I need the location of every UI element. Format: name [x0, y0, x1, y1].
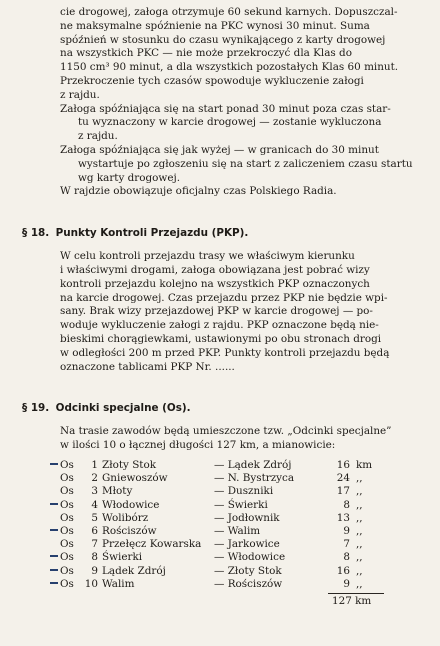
stage-length: 8	[343, 551, 350, 564]
section-18-line: oznaczone tablicami PKP Nr. ......	[60, 360, 235, 373]
pen-mark	[50, 472, 60, 485]
total-rule	[328, 593, 384, 594]
stage-length: 17	[336, 485, 350, 498]
late-start-line: tu wyznaczony w karcie drogowej — zostanie wykluczona	[78, 116, 382, 129]
section-19-title: Odcinki specjalne (Os).	[55, 402, 191, 415]
stage-number: 7	[91, 538, 98, 551]
section-19-intro-line: Na trasie zawodów będą umieszczone tzw. „Odcinki specjalne”	[60, 425, 392, 438]
stage-finish: — Świerki	[214, 498, 268, 511]
intro-line: z rajdu.	[60, 88, 100, 101]
stage-label: Os	[60, 564, 74, 577]
stage-unit: ,,	[356, 551, 363, 564]
pen-mark	[50, 512, 60, 525]
stage-label: Os	[60, 498, 74, 511]
stage-finish: — Jarkowice	[214, 538, 280, 551]
late-start-within-limit-line: wystartuje po zgłoszeniu się na start z zaliczeniem czasu startu	[78, 157, 413, 170]
pen-mark	[50, 499, 60, 512]
stage-length: 7	[343, 538, 350, 551]
stage-start: Gniewoszów	[102, 472, 168, 485]
stage-finish: — Lądek Zdrój	[214, 458, 292, 471]
stage-unit: ,,	[356, 485, 363, 498]
section-18-line: kontroli przejazdu kolejno na wszystkich PKP oznaczonych	[60, 277, 370, 290]
section-19-heading	[22, 402, 426, 415]
stage-unit: ,,	[356, 577, 363, 590]
section-19-intro	[22, 425, 426, 453]
stage-finish: — Złoty Stok	[214, 564, 282, 577]
stage-length: 9	[343, 577, 350, 590]
special-stage-row	[50, 472, 386, 485]
stage-start: Lądek Zdrój	[102, 564, 166, 577]
stage-length: 16	[336, 458, 350, 471]
stage-unit: km	[356, 458, 373, 471]
special-stage-row	[50, 578, 386, 591]
intro-line: cie drogowej, załoga otrzymuje 60 sekund karnych. Dopuszczal-	[60, 6, 398, 18]
stage-number: 3	[91, 485, 98, 498]
special-stage-row	[50, 551, 386, 564]
stage-label: Os	[60, 524, 74, 537]
stage-unit: ,,	[356, 498, 363, 511]
stage-finish: — Walim	[214, 524, 261, 537]
late-start-paragraph	[22, 103, 426, 144]
stage-label: Os	[60, 511, 74, 524]
stage-number: 8	[91, 551, 98, 564]
section-18-line: W celu kontroli przejazdu trasy we właściwym kierunku	[60, 250, 355, 263]
stage-number: 6	[91, 524, 98, 537]
stage-length: 16	[336, 564, 350, 577]
section-18-body	[22, 250, 426, 374]
intro-line: na wszystkich PKC — nie może przekroczyć dla Klas do	[60, 47, 352, 60]
stage-start: Przełęcz Kowarska	[102, 538, 202, 551]
stage-unit: ,,	[356, 564, 363, 577]
stage-unit: ,,	[356, 511, 363, 524]
late-start-line: Załoga spóźniająca się na start ponad 30 minut poza czas star-	[60, 102, 391, 115]
section-19-intro-line: w ilości 10 o łącznej długości 127 km, a mianowicie:	[60, 439, 336, 452]
late-start-within-limit-line: wg karty drogowej.	[78, 171, 181, 184]
stage-start: Świerki	[102, 551, 143, 564]
late-start-line: z rajdu.	[78, 130, 118, 143]
stage-number: 10	[84, 577, 98, 590]
section-18-number: § 18.	[22, 227, 50, 240]
pen-mark	[50, 459, 60, 472]
stage-number: 5	[91, 511, 98, 524]
section-19-number: § 19.	[22, 402, 50, 415]
stage-length: 9	[343, 524, 350, 537]
stage-start: Młoty	[102, 485, 133, 498]
section-18-line: w odległości 200 m przed PKP. Punkty kontroli przejazdu będą	[60, 346, 390, 359]
stage-length: 8	[343, 498, 350, 511]
stage-start: Włodowice	[102, 498, 160, 511]
pen-mark	[50, 485, 60, 498]
special-stage-row	[50, 499, 386, 512]
stage-label: Os	[60, 458, 74, 471]
pen-tick-icon	[50, 503, 58, 505]
late-start-within-limit-paragraph	[22, 144, 426, 185]
pen-tick-icon	[50, 529, 58, 531]
intro-line: Przekroczenie tych czasów spowoduje wykluczenie załogi	[60, 74, 364, 87]
stage-start: Walim	[102, 577, 135, 590]
special-stage-row	[50, 512, 386, 525]
special-stage-row	[50, 485, 386, 498]
stage-unit: ,,	[356, 524, 363, 537]
special-stages-table	[50, 459, 386, 591]
pen-mark	[50, 565, 60, 578]
stage-finish: — N. Bystrzyca	[214, 472, 295, 485]
stage-label: Os	[60, 485, 74, 498]
special-stage-row	[50, 525, 386, 538]
section-18-heading	[22, 227, 426, 240]
stage-finish: — Włodowice	[214, 551, 286, 564]
stage-label: Os	[60, 472, 74, 485]
stage-label: Os	[60, 577, 74, 590]
section-18-line: sany. Brak wizy przejazdowej PKP w karcie drogowej — po-	[60, 305, 373, 318]
intro-paragraph	[22, 6, 426, 103]
stage-unit: ,,	[356, 538, 363, 551]
stage-number: 4	[91, 498, 98, 511]
intro-line: spóźnień w stosunku do czasu wynikającego z karty drogowej	[60, 33, 386, 46]
pen-tick-icon	[50, 582, 58, 584]
stage-number: 2	[91, 472, 98, 485]
intro-line: ne maksymalne spóźnienie na PKC wynosi 30 minut. Suma	[60, 19, 370, 32]
stage-start: Złoty Stok	[102, 458, 157, 471]
pen-mark	[50, 551, 60, 564]
stage-label: Os	[60, 551, 74, 564]
stage-length: 13	[336, 511, 350, 524]
section-18-title: Punkty Kontroli Przejazdu (PKP).	[55, 227, 249, 240]
stage-finish: — Jodłownik	[214, 511, 280, 524]
official-time-line: W rajdzie obowiązuje oficjalny czas Polskiego Radia.	[60, 185, 337, 198]
pen-tick-icon	[50, 463, 58, 465]
special-stage-row	[50, 565, 386, 578]
intro-line: 1150 cm³ 90 minut, a dla wszystkich pozostałych Klas 60 minut.	[60, 61, 399, 74]
total-length: 127 km	[332, 594, 372, 607]
stage-length: 24	[336, 472, 350, 485]
stage-label: Os	[60, 538, 74, 551]
pen-mark	[50, 578, 60, 591]
official-time-paragraph	[22, 185, 426, 199]
pen-mark	[50, 525, 60, 538]
section-18-line: i właściwymi drogami, załoga obowiązana jest pobrać wizy	[60, 263, 370, 276]
stage-unit: ,,	[356, 472, 363, 485]
stage-finish: — Rościszów	[214, 577, 283, 590]
special-stage-row	[50, 459, 386, 472]
pen-mark	[50, 538, 60, 551]
section-18-line: na karcie drogowej. Czas przejazdu przez PKP nie będzie wpi-	[60, 291, 388, 304]
section-18-line: woduje wykluczenie załogi z rajdu. PKP oznaczone będą nie-	[60, 319, 379, 332]
late-start-within-limit-line: Załoga spóźniająca się jak wyżej — w granicach do 30 minut	[60, 143, 379, 156]
pen-tick-icon	[50, 569, 58, 571]
stage-start: Wolibórz	[102, 511, 149, 524]
stage-finish: — Duszniki	[214, 485, 274, 498]
stage-number: 9	[91, 564, 98, 577]
section-18-line: bieskimi chorągiewkami, ustawionymi po obu stronach drogi	[60, 332, 382, 345]
pen-tick-icon	[50, 555, 58, 557]
stage-start: Rościszów	[102, 524, 157, 537]
stage-number: 1	[91, 458, 98, 471]
special-stage-row	[50, 538, 386, 551]
